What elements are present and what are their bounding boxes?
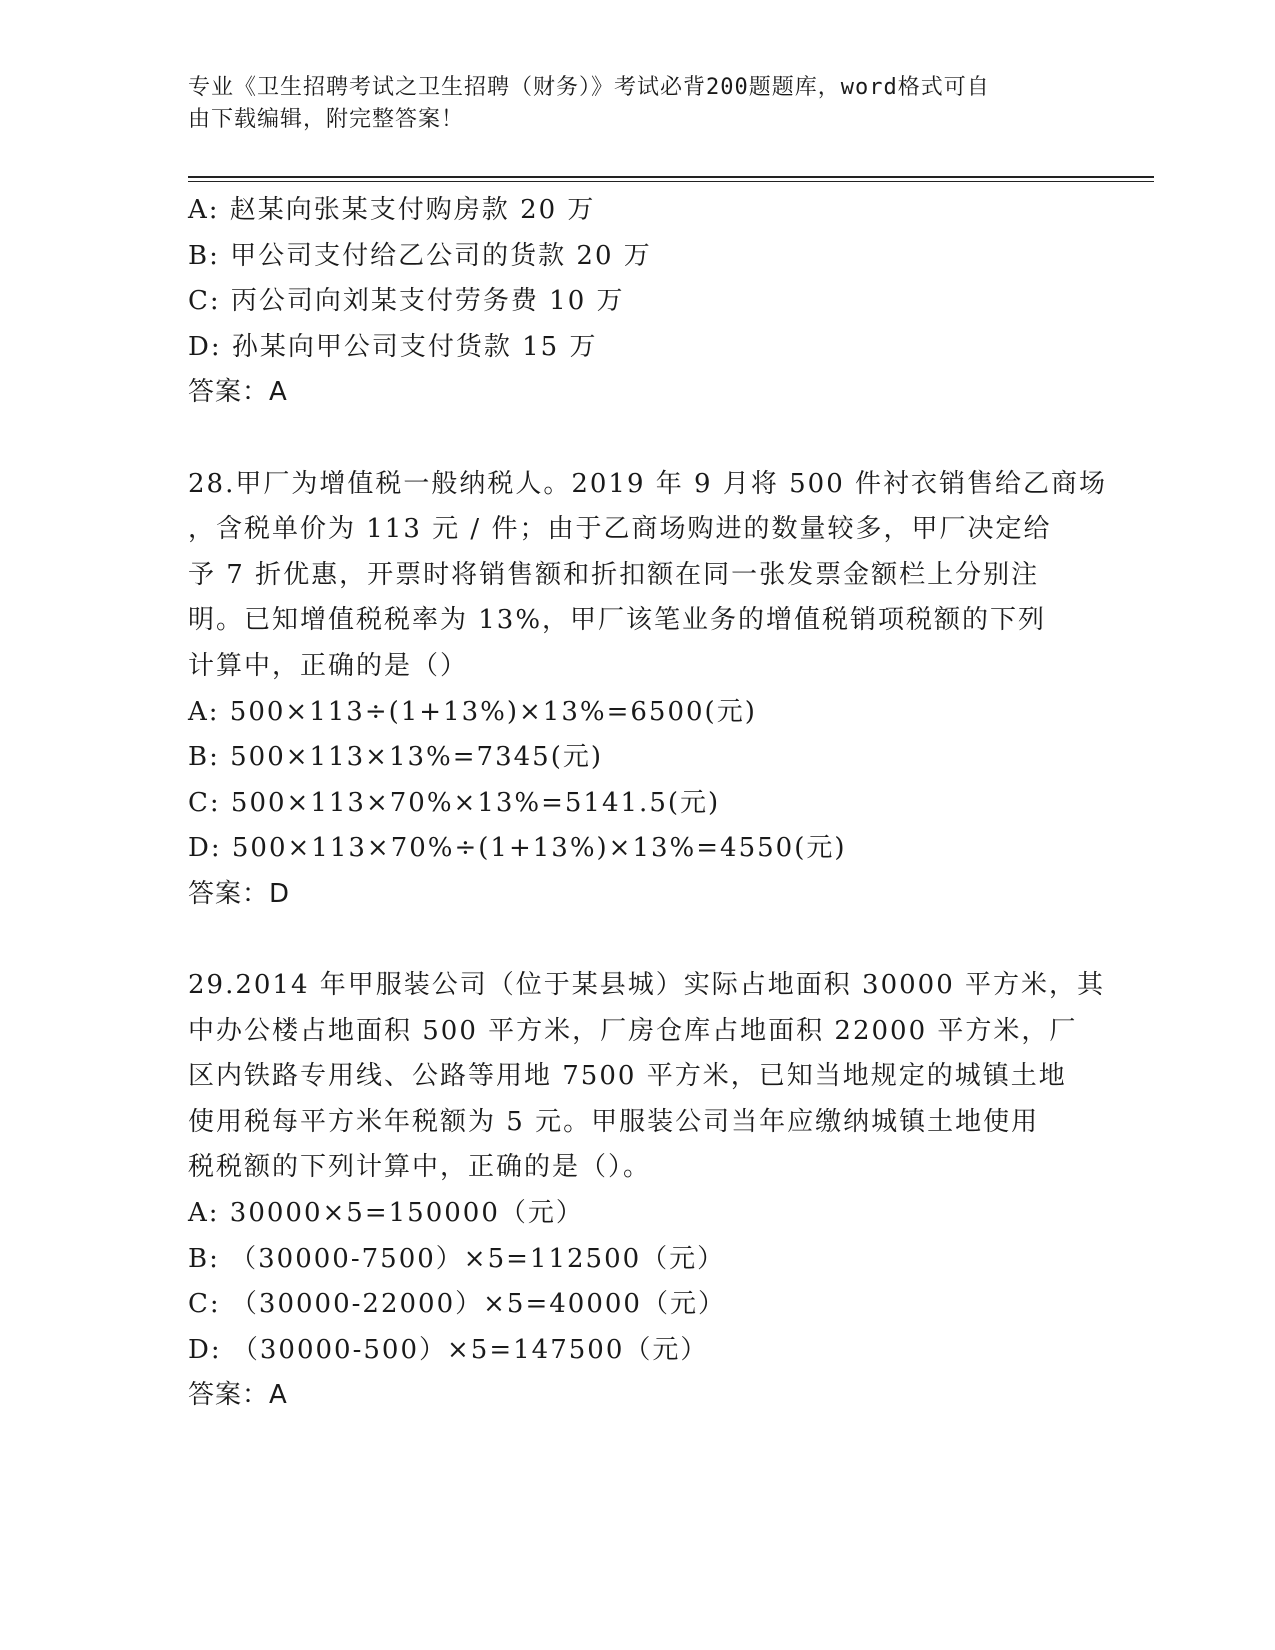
q29-stem-line: 区内铁路专用线、公路等用地 7500 平方米，已知当地规定的城镇土地: [188, 1061, 1067, 1092]
q28-option-c: C: 500×113×70%×13%=5141.5(元): [188, 787, 721, 818]
document-header: [188, 72, 1078, 136]
q28-stem-line: ，含税单价为 113 元 / 件；由于乙商场购进的数量较多，甲厂决定给: [188, 514, 1052, 545]
document-body: [188, 188, 1108, 1419]
q29-option-a: A: 30000×5=150000（元）: [188, 1198, 584, 1229]
question-27: [188, 188, 1088, 416]
spacer: [188, 416, 1088, 462]
q27-option-d: D: 孙某向甲公司支付货款 15 万: [188, 331, 598, 362]
q29-option-c: C: （30000-22000）×5=40000（元）: [188, 1289, 726, 1320]
header-line-1: 专业《卫生招聘考试之卫生招聘（财务）》考试必背200题题库，word格式可自: [188, 75, 990, 100]
q29-option-d: D: （30000-500）×5=147500（元）: [188, 1334, 709, 1365]
q29-stem-line: 29.2014 年甲服装公司（位于某县城）实际占地面积 30000 平方米，其: [188, 970, 1106, 1001]
q27-answer: 答案：A: [188, 377, 288, 408]
q27-option-c: C: 丙公司向刘某支付劳务费 10 万: [188, 286, 625, 317]
q29-stem-line: 中办公楼占地面积 500 平方米，厂房仓库占地面积 22000 平方米，厂: [188, 1015, 1078, 1046]
question-29: [188, 963, 1106, 1419]
q28-option-d: D: 500×113×70%÷(1+13%)×13%=4550(元): [188, 833, 847, 864]
spacer: [188, 918, 1088, 964]
question-28: [188, 462, 1108, 918]
q28-stem-line: 28.甲厂为增值税一般纳税人。2019 年 9 月将 500 件衬衣销售给乙商场: [188, 468, 1108, 499]
q28-answer: 答案：D: [188, 878, 291, 909]
q28-option-a: A: 500×113÷(1+13%)×13%=6500(元): [188, 696, 757, 727]
q29-stem-line: 使用税每平方米年税额为 5 元。甲服装公司当年应缴纳城镇土地使用: [188, 1106, 1040, 1137]
q28-stem-line: 计算中，正确的是（）: [188, 650, 469, 681]
q29-stem-line: 税税额的下列计算中，正确的是（）。: [188, 1152, 652, 1183]
q28-option-b: B: 500×113×13%=7345(元): [188, 742, 603, 773]
q27-option-a: A: 赵某向张某支付购房款 20 万: [188, 195, 596, 225]
q29-option-b: B: （30000-7500）×5=112500（元）: [188, 1243, 726, 1274]
q29-answer: 答案：A: [188, 1380, 288, 1411]
q28-stem-line: 明。已知增值税税率为 13%，甲厂该笔业务的增值税销项税额的下列: [188, 605, 1047, 636]
header-line-2: 由下载编辑，附完整答案！: [188, 107, 465, 132]
header-divider-thick: [188, 176, 1154, 178]
q27-option-b: B: 甲公司支付给乙公司的货款 20 万: [188, 240, 652, 271]
q28-stem-line: 予 7 折优惠，开票时将销售额和折扣额在同一张发票金额栏上分别注: [188, 559, 1040, 590]
header-divider-thin: [188, 181, 1154, 182]
